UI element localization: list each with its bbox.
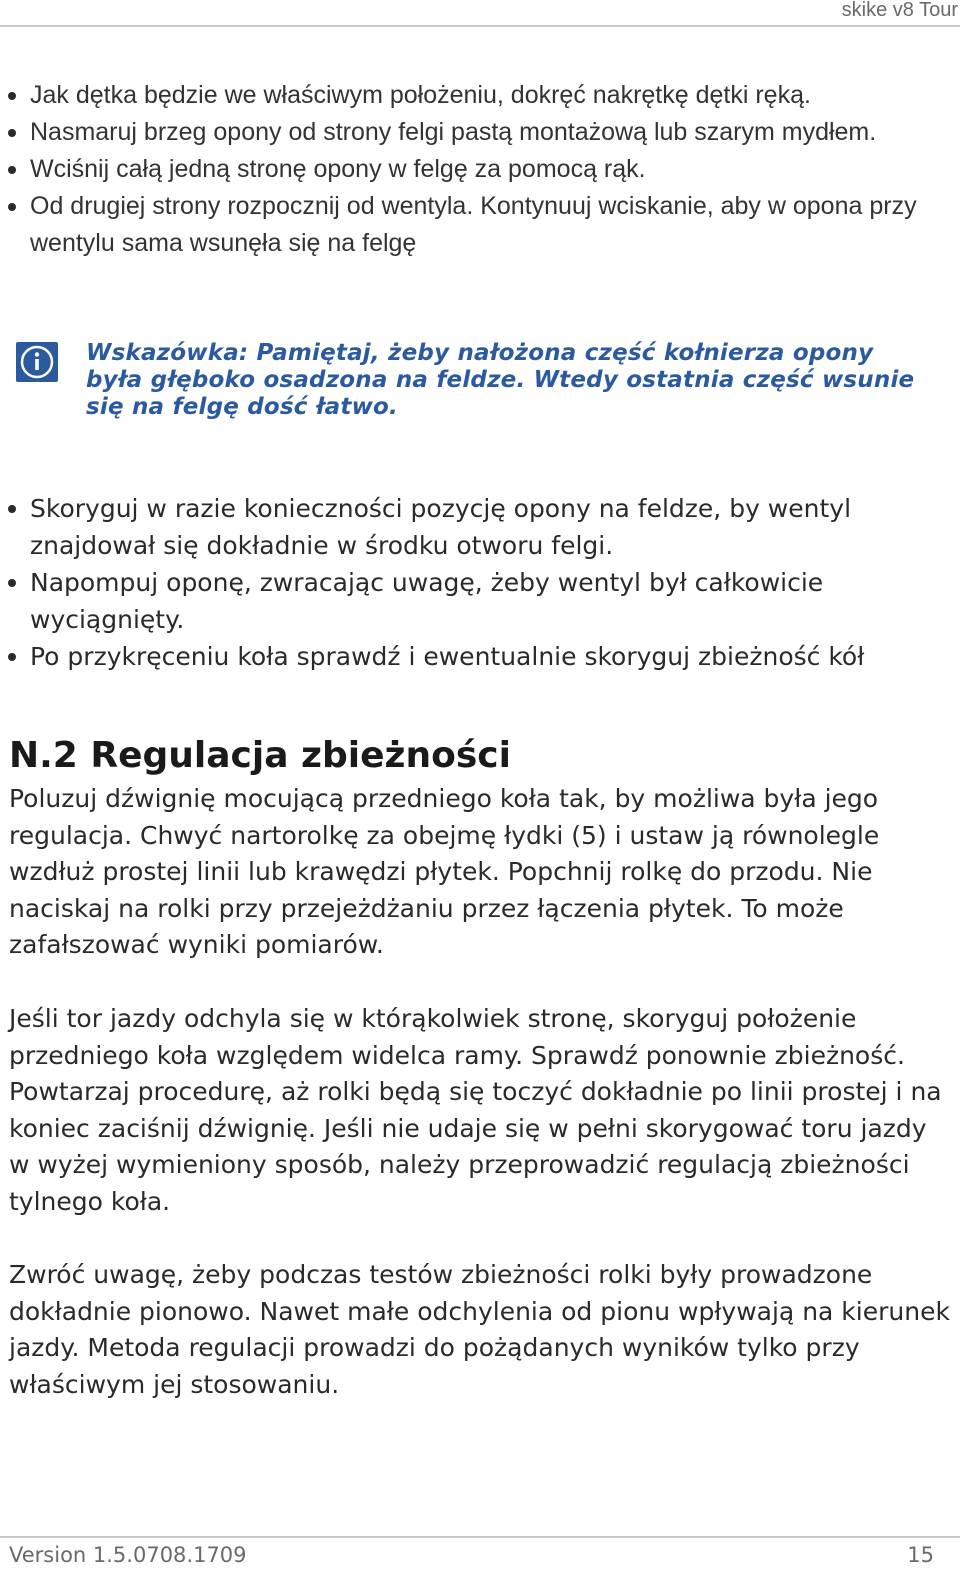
list-item: Nasmaruj brzeg opony od strony felgi pastą montażową lub szarym mydłem. — [0, 114, 950, 151]
paragraph: Zwróć uwagę, żeby podczas testów zbieżności rolki były prowadzone dokładnie pionowo. Nawet małe odchylenia od pionu wpływają na kierunek jazdy. Metoda regulacji prowadzi do pożądanych wyników tylko przy właściwym jej stosowaniu. — [9, 1260, 950, 1399]
list-item: Napompuj oponę, zwracając uwagę, żeby wentyl był całkowicie wyciągnięty. — [0, 564, 950, 638]
page-number: 15 — [907, 1543, 934, 1567]
paragraph: Jeśli tor jazdy odchyla się w którąkolwiek stronę, skoryguj położenie przedniego koła względem widelca ramy. Sprawdź ponownie zbieżność. Powtarzaj procedurę, aż rolki będą się toczyć dokładnie po linii prostej i na koniec zaciśnij dźwignię. Jeśli nie udaje się w pełni skorygować toru jazdy w wyżej wymieniony sposób, należy przeprowadzić regulacją zbieżności tylnego koła. — [9, 1004, 942, 1216]
info-icon — [16, 342, 58, 382]
list-item: Skoryguj w razie konieczności pozycję opony na feldze, by wentyl znajdował się dokładnie w środku otworu felgi. — [0, 490, 950, 564]
tip-text: Wskazówka: Pamiętaj, żeby nałożona część kołnierza opony była głęboko osadzona na feldze. Wtedy ostatnia część wsunie się na felgę dość łatwo. — [86, 340, 915, 420]
section-title: N.2 Regulacja zbieżności — [9, 735, 511, 776]
list-item: Po przykręceniu koła sprawdź i ewentualnie skoryguj zbieżność kół — [0, 638, 950, 675]
bullet-list-bottom — [0, 490, 950, 675]
paragraph: Poluzuj dźwignię mocującą przedniego koła tak, by możliwa była jego regulacja. Chwyć nartorolkę za obejmę łydki (5) i ustaw ją równolegle wzdłuż prostej linii lub krawędzi płytek. Popchnij rolkę do przodu. Nie naciskaj na rolki przy przejeżdżaniu przez łączenia płytek. To może zafałszować wyniki pomiarów. — [9, 784, 880, 960]
list-item: Jak dętka będzie we właściwym położeniu, dokręć nakrętkę dętki ręką. — [0, 77, 950, 114]
page-footer — [0, 1536, 960, 1596]
bullet-list-top — [0, 77, 950, 262]
footer-version: Version 1.5.0708.1709 — [9, 1543, 247, 1567]
list-item: Od drugiej strony rozpocznij od wentyla. Kontynuuj wciskanie, aby w opona przy wentylu sama wsunęła się na felgę — [0, 188, 950, 262]
page-header — [0, 0, 960, 27]
header-title: skike v8 Tour — [841, 0, 958, 21]
list-item: Wciśnij całą jedną stronę opony w felgę za pomocą rąk. — [0, 151, 950, 188]
